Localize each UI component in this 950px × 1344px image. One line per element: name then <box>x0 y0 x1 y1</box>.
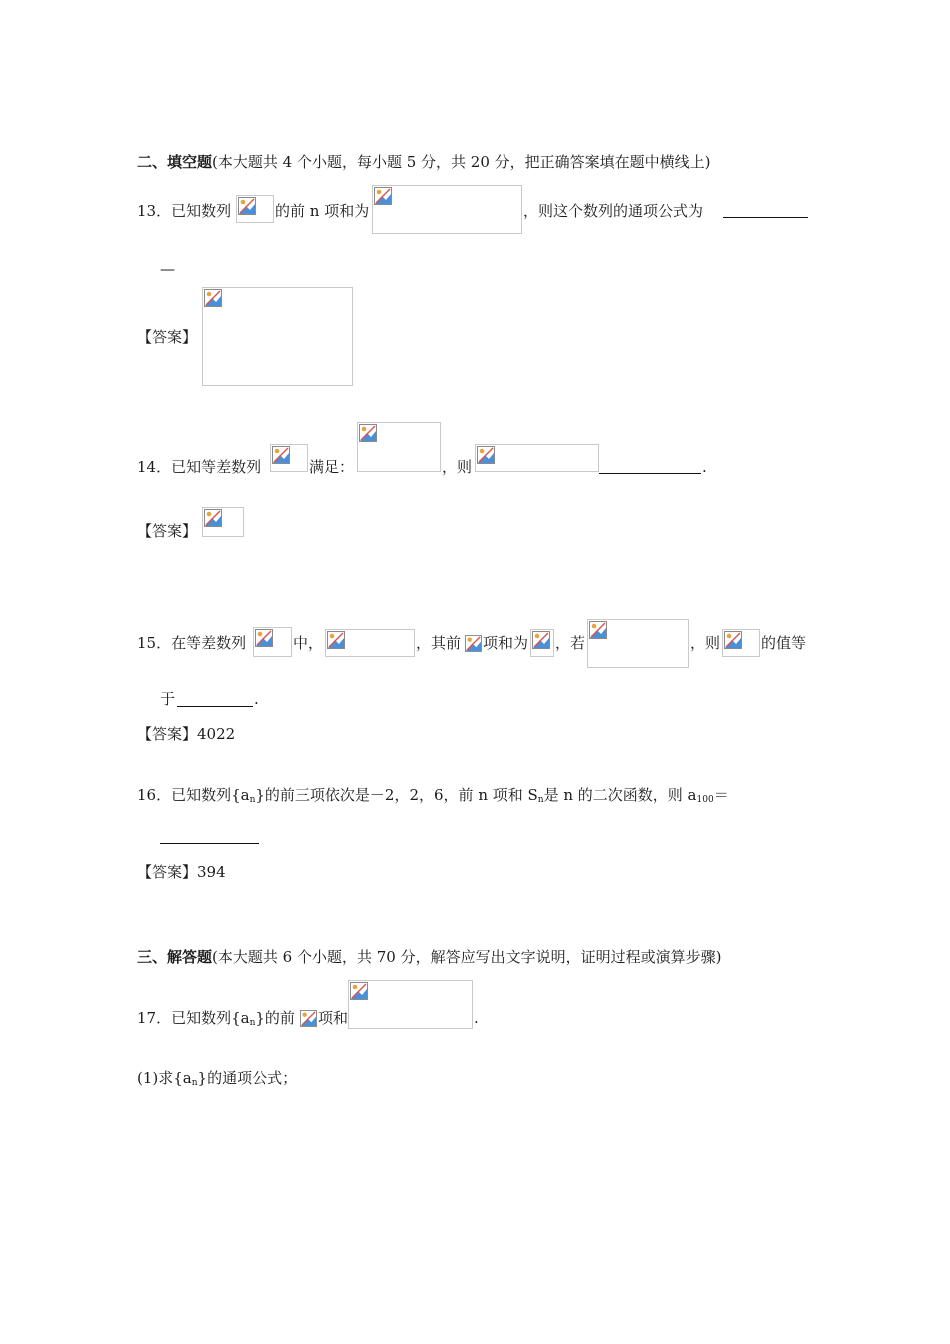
q14-answer-image <box>202 507 244 537</box>
q14-formula-image-2 <box>357 422 441 472</box>
section-3-title: 三、解答题 <box>137 948 213 966</box>
q17-question-start <box>137 1008 295 1028</box>
q17-part1-text-1: (1)求{a <box>137 1069 192 1087</box>
q15-text-3: ，其前 <box>416 634 462 652</box>
q13-formula-image-1 <box>236 195 274 223</box>
q13-blank-continuation: — <box>160 260 175 278</box>
q15-cont-suffix: . <box>254 690 259 708</box>
q15-text-1: 15．在等差数列 <box>137 634 247 652</box>
q15-text-6: ，则 <box>690 634 721 652</box>
q17-text-2: }的前 <box>255 1009 295 1027</box>
q15-formula-image-6 <box>722 629 760 657</box>
q14-text-2: 满足： <box>309 458 355 476</box>
broken-image-icon <box>465 635 482 652</box>
q16-question <box>137 785 729 805</box>
q15-text-2: 中， <box>293 634 324 652</box>
broken-image-icon <box>477 446 495 464</box>
q13-answer-blank <box>723 216 808 218</box>
q17-part1-sub: n <box>191 1078 198 1088</box>
section-2-desc: (本大题共 4 个小题，每小题 5 分，共 20 分，把正确答案填在题中横线上) <box>212 153 711 171</box>
q16-text-4: ＝ <box>713 786 729 804</box>
broken-image-icon <box>359 424 377 442</box>
q16-answer-label: 【答案】 <box>137 863 198 881</box>
section-2-heading <box>137 152 711 172</box>
q15-formula-image-3 <box>465 635 482 652</box>
q17-sub-1: n <box>249 1018 256 1028</box>
q16-answer-blank <box>160 842 259 844</box>
q15-formula-image-1 <box>253 627 292 657</box>
q17-text-3: 项和 <box>318 1009 349 1027</box>
q13-text-3: ，则这个数列的通项公式为 <box>523 202 704 220</box>
q16-text-2: }的前三项依次是－2，2，6，前 n 项和 S <box>255 786 538 804</box>
q14-text-3: ，则 <box>442 458 473 476</box>
q15-formula-image-2 <box>325 629 415 657</box>
q15-text-5: ，若 <box>555 634 586 652</box>
q16-answer-value: 394 <box>197 863 226 881</box>
q17-part-1 <box>137 1068 297 1088</box>
q17-part1-text-2: }的通项公式； <box>197 1069 298 1087</box>
broken-image-icon <box>238 197 256 215</box>
q14-text-1: 14．已知等差数列 <box>137 458 262 476</box>
q13-text-2: 的前 n 项和为 <box>275 202 370 220</box>
q17-text-1: 17．已知数列{a <box>137 1009 250 1027</box>
q16-answer <box>137 862 226 882</box>
q15-answer-value: 4022 <box>197 725 236 743</box>
q16-sub-1: n <box>249 795 256 805</box>
q14-text-4: . <box>702 458 707 476</box>
q16-sub-2: n <box>537 795 544 805</box>
broken-image-icon <box>300 1010 317 1027</box>
broken-image-icon <box>350 982 368 1000</box>
q17-formula-image-1 <box>300 1010 317 1027</box>
broken-image-icon <box>255 629 273 647</box>
q13-answer-image <box>202 287 353 386</box>
q17-formula-image-2 <box>348 980 473 1029</box>
q14-answer-blank <box>599 472 701 474</box>
q13-formula-image-2 <box>372 185 522 234</box>
section-3-heading <box>137 947 721 967</box>
q15-answer-blank <box>177 705 253 707</box>
q16-sub-3: 100 <box>696 795 714 805</box>
q14-formula-image-3 <box>475 444 599 472</box>
q15-formula-image-4 <box>530 629 554 657</box>
broken-image-icon <box>327 631 345 649</box>
q15-answer <box>137 724 235 744</box>
q15-formula-image-5 <box>587 619 689 668</box>
broken-image-icon <box>589 621 607 639</box>
q14-formula-image-1 <box>270 444 308 472</box>
q15-answer-label: 【答案】 <box>137 725 198 743</box>
q16-text-3: 是 n 的二次函数，则 a <box>543 786 697 804</box>
broken-image-icon <box>204 509 222 527</box>
q14-answer-label: 【答案】 <box>137 522 198 540</box>
broken-image-icon <box>272 446 290 464</box>
q16-text-1: 16．已知数列{a <box>137 786 250 804</box>
section-3-desc: (本大题共 6 个小题，共 70 分，解答应写出文字说明，证明过程或演算步骤) <box>212 948 722 966</box>
broken-image-icon <box>204 289 222 307</box>
q15-text-7: 的值等 <box>761 634 807 652</box>
broken-image-icon <box>532 631 550 649</box>
q13-text-1: 13．已知数列 <box>137 202 232 220</box>
q15-cont-prefix: 于 <box>160 690 176 708</box>
broken-image-icon <box>724 631 742 649</box>
q17-text-4: . <box>474 1009 479 1027</box>
section-2-title: 二、填空题 <box>137 153 213 171</box>
broken-image-icon <box>374 187 392 205</box>
q13-answer-label: 【答案】 <box>137 328 198 346</box>
q15-text-4: 项和为 <box>483 634 529 652</box>
